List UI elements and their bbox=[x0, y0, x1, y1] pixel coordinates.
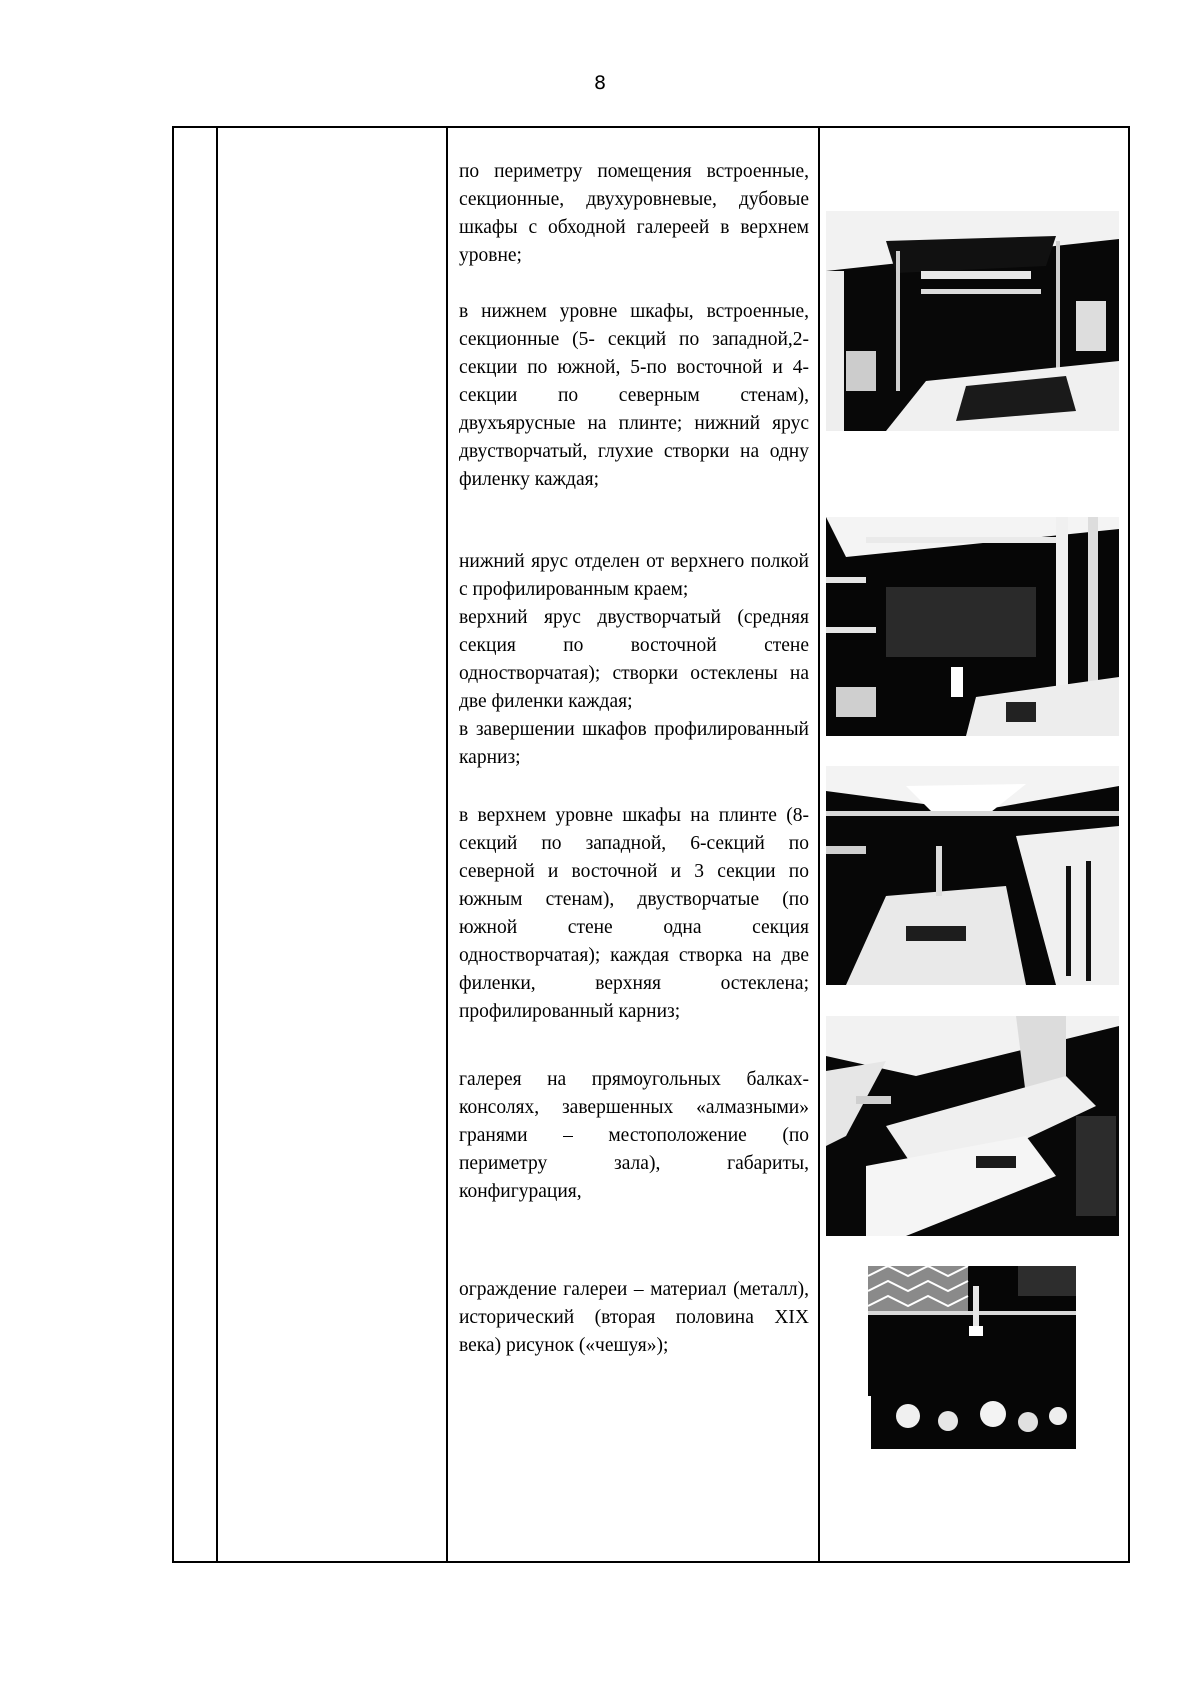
column-divider-1 bbox=[216, 128, 218, 1561]
paragraph-lower-level bbox=[459, 298, 809, 494]
paragraph-line: по периметру помещения встроенные, секционные, двухуровневые, дубовые шкафы с обходной галереей в верхнем уровне; bbox=[459, 161, 809, 266]
paragraph-line: в завершении шкафов профилированный карниз; bbox=[459, 719, 809, 768]
photo-library-interior-1 bbox=[826, 211, 1119, 431]
paragraph-gallery bbox=[459, 1066, 809, 1206]
column-divider-2 bbox=[446, 128, 448, 1561]
paragraph-upper-level bbox=[459, 802, 809, 1026]
photo-gallery-consoles bbox=[826, 1016, 1119, 1236]
photo-gallery-railing bbox=[868, 1266, 1076, 1449]
paragraph-line: верхний ярус двустворчатый (средняя секция по восточной стене одностворчатая); створки остеклены на две филенки каждая; bbox=[459, 607, 809, 712]
paragraph-built-in-cabinets bbox=[459, 158, 809, 270]
page-number: 8 bbox=[593, 72, 607, 94]
paragraph-gallery-railing bbox=[459, 1276, 809, 1360]
paragraph-line: галерея на прямоугольных балках-консолях, завершенных «алмазными» гранями – местоположение (по периметру зала), габариты, конфигурация, bbox=[459, 1069, 809, 1202]
paragraph-tiers bbox=[459, 548, 809, 772]
photo-library-interior-3 bbox=[826, 766, 1119, 985]
column-divider-3 bbox=[818, 128, 820, 1561]
photo-library-interior-2 bbox=[826, 517, 1119, 736]
description-column bbox=[459, 128, 809, 1561]
paragraph-line: ограждение галереи – материал (металл), исторический (вторая половина XIX века) рисунок («чешуя»); bbox=[459, 1279, 809, 1356]
paragraph-line: в нижнем уровне шкафы, встроенные, секционные (5- секций по западной,2- секции по южной, 5-по восточной и 4- секции по северным стенам), двухъярусные на плинте; нижний ярус двустворчатый, глухие створки на одну филенку каждая; bbox=[459, 301, 809, 490]
paragraph-line: нижний ярус отделен от верхнего полкой с профилированным краем; bbox=[459, 551, 809, 600]
paragraph-line: в верхнем уровне шкафы на плинте (8-секций по западной, 6-секций по северной и восточной и 3 секции по южным стенам), двустворчатые (по южной стене одна секция одностворчатая); каждая створка на две филенки, верхняя остеклена; профилированный карниз; bbox=[459, 805, 809, 1022]
